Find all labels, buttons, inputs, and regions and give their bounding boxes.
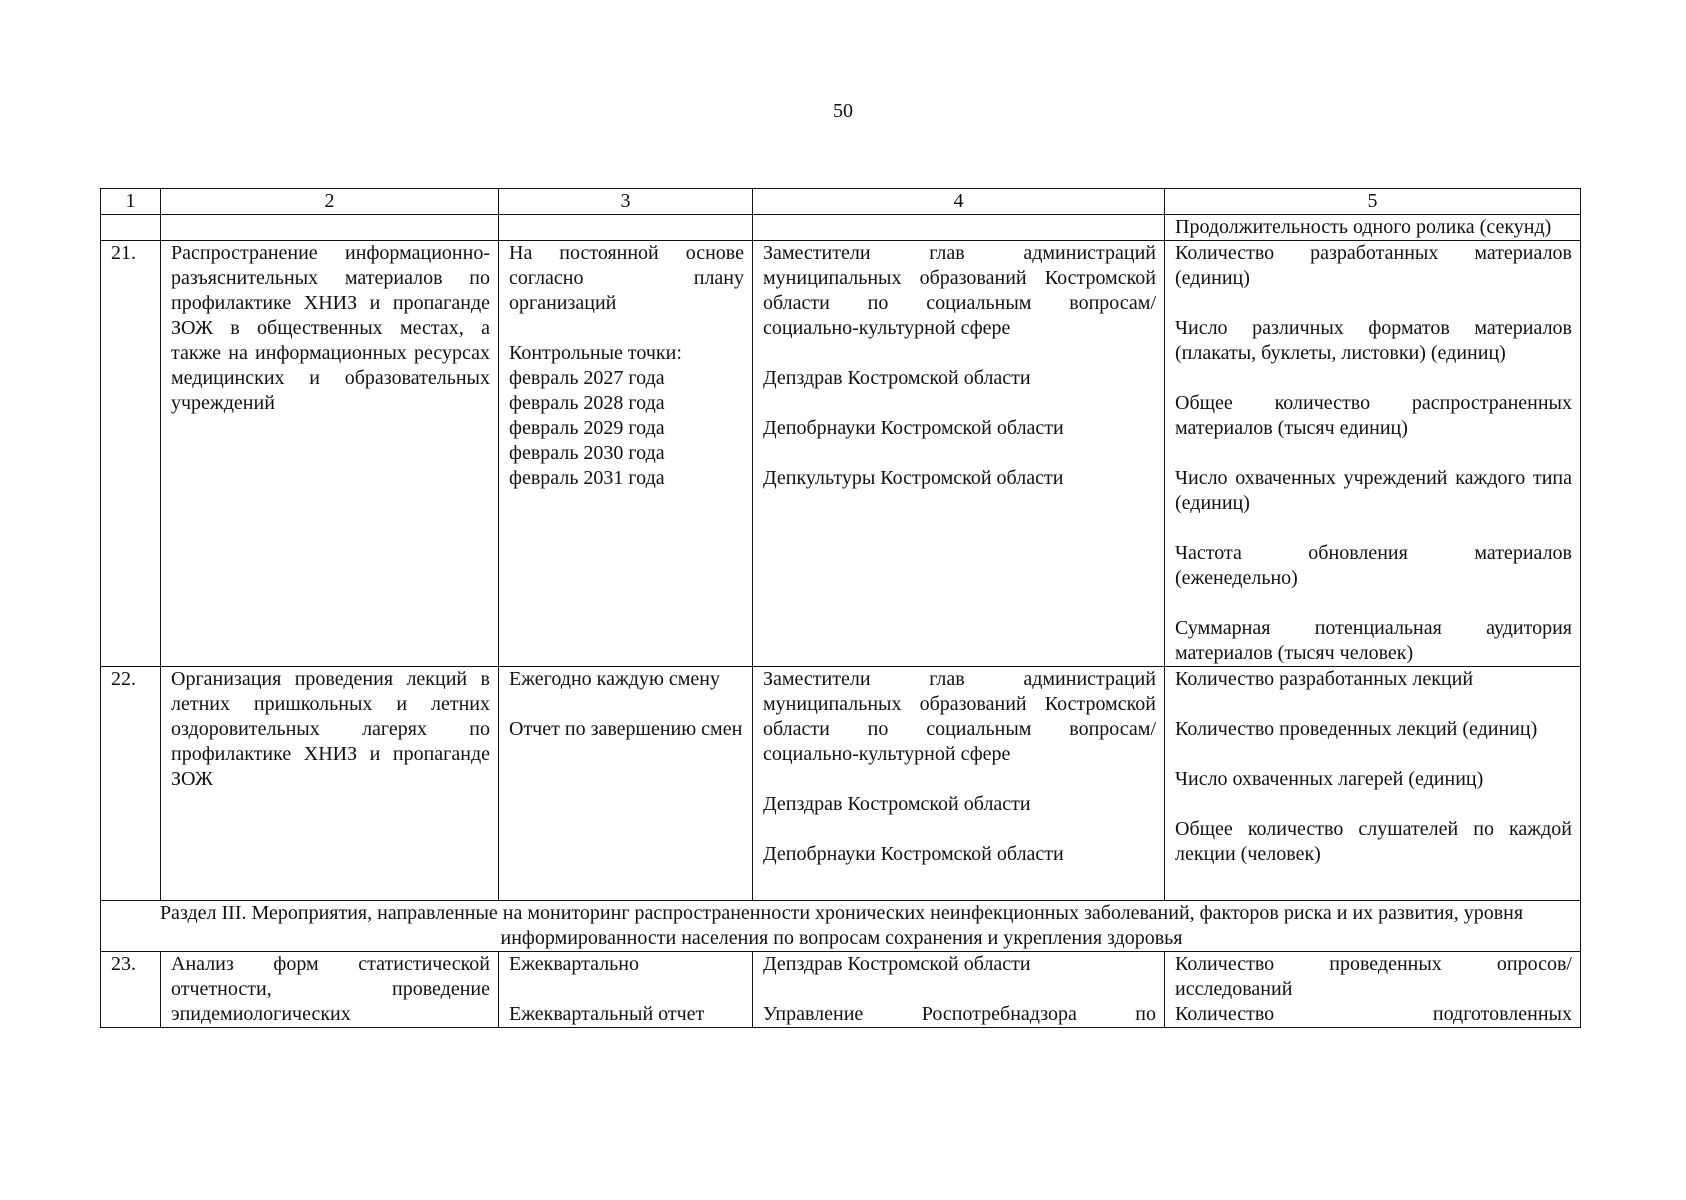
column-number: 4 <box>753 189 1165 215</box>
responsible-item: Депздрав Костромской области <box>763 367 1031 389</box>
responsible-item: Управление Роспотребнадзора по <box>763 1003 1156 1025</box>
indicators-cell <box>1165 241 1581 667</box>
measures-table <box>100 188 1581 1028</box>
checkpoint: февраль 2027 года <box>509 367 665 389</box>
column-numbers-row <box>101 189 1581 215</box>
responsible-item: Депкультуры Костромской области <box>763 467 1064 489</box>
table-row <box>101 241 1581 667</box>
row-number: 23. <box>101 952 161 1028</box>
checkpoints-label: Контрольные точки: <box>509 342 682 364</box>
activity-cell: Распространение информационно-разъяснительных материалов по профилактике ХНИЗ и пропаганде ЗОЖ в общественных местах, а также на информационных ресурсах медицинских и образовательных учреждений <box>161 241 499 667</box>
responsible-item: Депобрнауки Костромской области <box>763 417 1064 439</box>
indicator-item: Общее количество слушателей по каждой лекции (человек) <box>1175 818 1572 865</box>
indicator-item: Количество подготовленных <box>1175 1003 1572 1025</box>
responsible-cell <box>753 241 1165 667</box>
indicator-item: Количество проведенных лекций (единиц) <box>1175 718 1538 740</box>
indicator-item: Частота обновления материалов (еженедельно) <box>1175 542 1572 589</box>
row-number: 22. <box>101 667 161 901</box>
timing-text: Ежеквартально <box>509 953 639 975</box>
timing-cell <box>499 952 753 1028</box>
row-number: 21. <box>101 241 161 667</box>
indicator-cell: Продолжительность одного ролика (секунд) <box>1165 215 1581 241</box>
timing-cell <box>499 667 753 901</box>
activity-cell: Организация проведения лекций в летних пришкольных и летних оздоровительных лагерях по профилактике ХНИЗ и пропаганде ЗОЖ <box>161 667 499 901</box>
column-number: 5 <box>1165 189 1581 215</box>
indicator-item: Общее количество распространенных материалов (тысяч единиц) <box>1175 392 1572 439</box>
responsible-item: Заместители глав администраций муниципальных образований Костромской области по социальным вопросам/ социально-культурной сфере <box>763 242 1156 339</box>
indicator-item: Количество проведенных опросов/исследований <box>1175 953 1572 1000</box>
checkpoint: февраль 2030 года <box>509 442 665 464</box>
section-row <box>101 901 1581 952</box>
timing-text: На постоянной основе согласно плану организаций <box>509 242 744 314</box>
table-row <box>101 952 1581 1028</box>
checkpoint: февраль 2028 года <box>509 392 665 414</box>
indicator-item: Число охваченных лагерей (единиц) <box>1175 768 1484 790</box>
timing-cell <box>499 241 753 667</box>
column-number: 1 <box>101 189 161 215</box>
indicator-item: Количество разработанных лекций <box>1175 668 1474 690</box>
responsible-item: Заместители глав администраций муниципальных образований Костромской области по социальным вопросам/ социально-культурной сфере <box>763 668 1156 765</box>
column-number: 2 <box>161 189 499 215</box>
responsible-item: Депздрав Костромской области <box>763 953 1031 975</box>
responsible-item: Депобрнауки Костромской области <box>763 843 1064 865</box>
continuation-row <box>101 215 1581 241</box>
activity-cell: Анализ форм статистической отчетности, проведение эпидемиологических <box>161 952 499 1028</box>
responsible-cell <box>753 952 1165 1028</box>
section-title: Раздел III. Мероприятия, направленные на мониторинг распространенности хронических неинфекционных заболеваний, факторов риска и их развития, уровня информированности населения по вопросам сохранения и укрепления здоровья <box>101 901 1581 952</box>
table-row <box>101 667 1581 901</box>
responsible-cell <box>753 667 1165 901</box>
report-text: Отчет по завершению смен <box>509 718 743 740</box>
timing-text: Ежегодно каждую смену <box>509 668 720 690</box>
indicators-cell <box>1165 667 1581 901</box>
responsible-item: Депздрав Костромской области <box>763 793 1031 815</box>
indicator-item: Суммарная потенциальная аудитория материалов (тысяч человек) <box>1175 617 1572 664</box>
indicator-item: Число охваченных учреждений каждого типа (единиц) <box>1175 467 1572 514</box>
checkpoint: февраль 2031 года <box>509 467 665 489</box>
checkpoint: февраль 2029 года <box>509 417 665 439</box>
page-number: 50 <box>833 100 853 122</box>
column-number: 3 <box>499 189 753 215</box>
indicator-item: Количество разработанных материалов (единиц) <box>1175 242 1572 289</box>
indicators-cell <box>1165 952 1581 1028</box>
report-text: Ежеквартальный отчет <box>509 1003 705 1025</box>
indicator-item: Число различных форматов материалов (плакаты, буклеты, листовки) (единиц) <box>1175 317 1572 364</box>
